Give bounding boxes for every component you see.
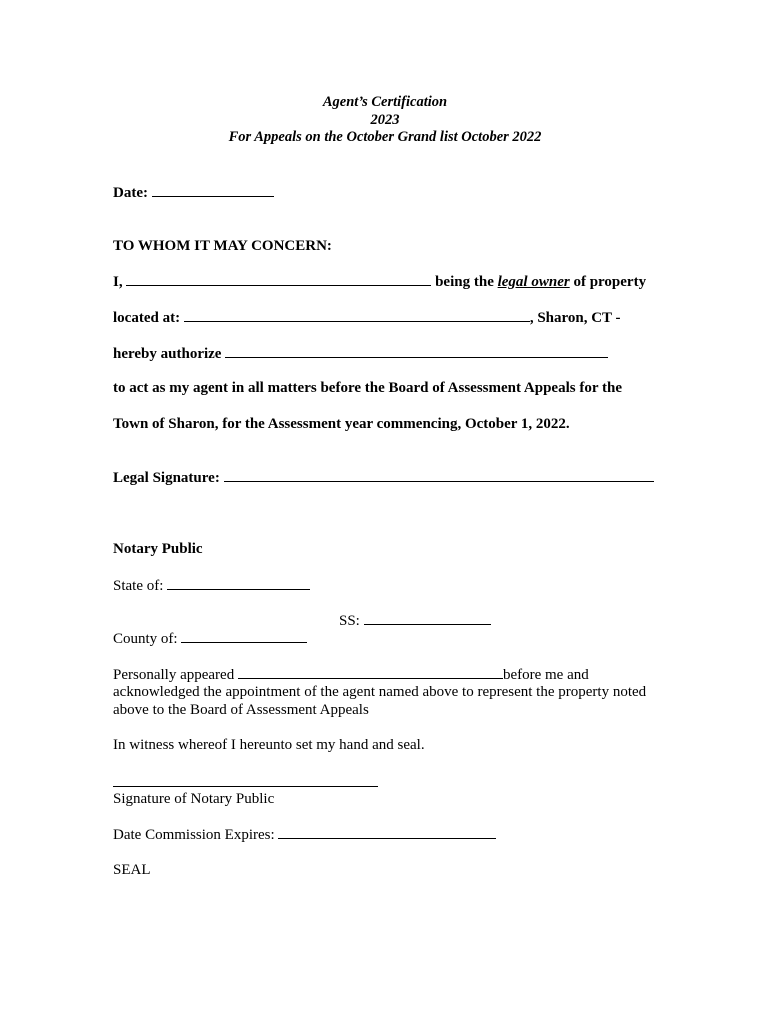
location-row [113, 308, 621, 327]
state-row [113, 576, 310, 595]
county-field[interactable] [181, 629, 307, 643]
date-field[interactable] [152, 183, 274, 197]
agent-name-field[interactable] [225, 344, 608, 358]
acknowledgment-line-2: above to the Board of Assessment Appeals [113, 702, 369, 718]
ss-field[interactable] [364, 611, 491, 625]
owner-prefix: I, [113, 274, 123, 290]
owner-mid: being the [435, 274, 494, 290]
ss-row [339, 611, 491, 630]
town-line: Town of Sharon, for the Assessment year commencing, October 1, 2022. [113, 416, 570, 432]
commission-row [113, 825, 496, 844]
authorize-row [113, 344, 608, 363]
appeared-name-field[interactable] [238, 665, 503, 679]
commission-label: Date Commission Expires: [113, 827, 275, 843]
salutation: TO WHOM IT MAY CONCERN: [113, 238, 332, 254]
notary-signature-field[interactable] [113, 786, 378, 787]
legal-signature-row [113, 468, 654, 487]
agent-line: to act as my agent in all matters before the Board of Assessment Appeals for the [113, 380, 622, 396]
located-label: located at: [113, 310, 181, 326]
witness-statement: In witness whereof I hereunto set my hand and seal. [113, 737, 425, 753]
county-label: County of: [113, 631, 178, 647]
commission-date-field[interactable] [278, 825, 496, 839]
legal-signature-field[interactable] [224, 468, 654, 482]
personally-appeared-row [113, 665, 589, 684]
owner-row [113, 272, 646, 291]
notary-signature-label: Signature of Notary Public [113, 791, 275, 807]
county-row [113, 629, 307, 648]
property-address-field[interactable] [184, 308, 530, 322]
date-row [113, 183, 274, 202]
document-subtitle: For Appeals on the October Grand list October 2022 [228, 129, 542, 145]
document-title: Agent’s Certification [322, 94, 448, 110]
date-label: Date: [113, 185, 148, 201]
ss-label: SS: [339, 613, 360, 629]
owner-name-field[interactable] [126, 272, 431, 286]
personally-appeared-label: Personally appeared [113, 667, 235, 683]
authorize-label: hereby authorize [113, 346, 222, 362]
owner-suffix: of property [573, 274, 647, 290]
legal-signature-label: Legal Signature: [113, 470, 220, 486]
document-header [0, 94, 770, 147]
document-year: 2023 [370, 111, 400, 128]
before-me-text: before me and [502, 667, 589, 683]
notary-heading: Notary Public [113, 541, 203, 557]
legal-owner-text: legal owner [497, 274, 570, 290]
state-field[interactable] [167, 576, 310, 590]
state-label: State of: [113, 578, 164, 594]
located-suffix: , Sharon, CT - [529, 310, 621, 326]
acknowledgment-line-1: acknowledged the appointment of the agent named above to represent the property noted [113, 684, 647, 700]
seal-label: SEAL [113, 862, 151, 878]
